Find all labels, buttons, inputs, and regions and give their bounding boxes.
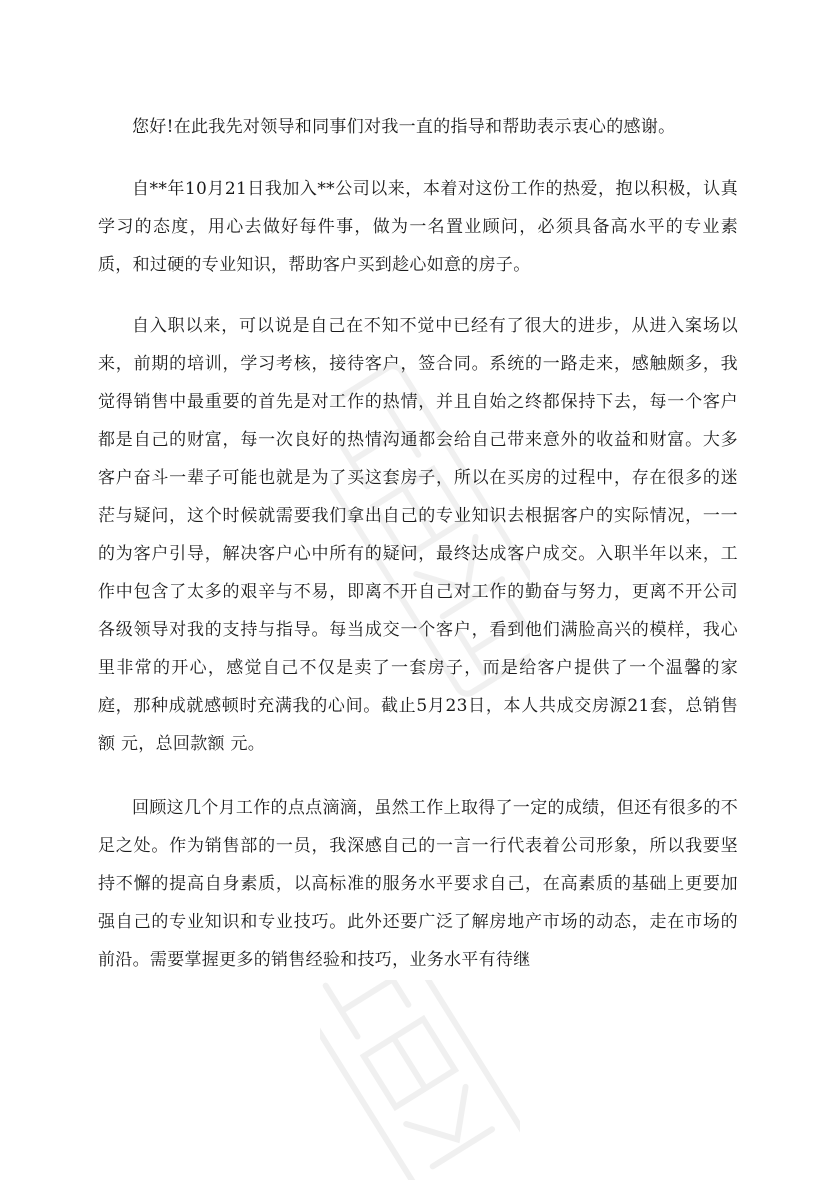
body-paragraph: 自**年10月21日我加入**公司以来，本着对这份工作的热爱，抱以积极，认真学习的态度，用心去做好每件事，做为一名置业顾问，必须具备高水平的专业素质，和过硬的专业知识，帮助客户买到趁心如意的房子。: [98, 179, 738, 275]
body-paragraph: 自入职以来，可以说是自己在不知不觉中已经有了很大的进步，从进入案场以来，前期的培训，学习考核，接待客户，签合同。系统的一路走来，感触颇多，我觉得销售中最重要的首先是对工作的热情，并且自始之终都保持下去，每一个客户都是自己的财富，每一次良好的热情沟通都会给自己带来意外的收益和财富。大多客户奋斗一辈子可能也就是为了买这套房子，所以在买房的过程中，存在很多的迷茫与疑问，这个时候就需要我们拿出自己的专业知识去根据客户的实际情况，一一的为客户引导，解决客户心中所有的疑问，最终达成客户成交。入职半年以来，工作中包含了太多的艰辛与不易，即离不开自己对工作的勤奋与努力，更离不开公司各级领导对我的支持与指导。每当成交一个客户，看到他们满脸高兴的模样，我心里非常的开心，感觉自己不仅是卖了一套房子，而是给客户提供了一个温馨的家庭，那种成就感顿时充满我的心间。截止5月23日，本人共成交房源21套，总销售额 元，总回款额 元。: [98, 316, 738, 754]
document-body: [98, 108, 738, 979]
stamp-watermark-icon: [320, 980, 520, 1180]
body-paragraph: 回顾这几个月工作的点点滴滴，虽然工作上取得了一定的成绩，但还有很多的不足之处。作为销售部的一员，我深感自己的一言一行代表着公司形象，所以我要坚持不懈的提高自身素质，以高标准的服务水平要求自己，在高素质的基础上更要加强自己的专业知识和专业技巧。此外还要广泛了解房地产市场的动态，走在市场的前沿。需要掌握更多的销售经验和技巧，业务水平有待继: [98, 798, 738, 970]
greeting-paragraph: 您好!在此我先对领导和同事们对我一直的指导和帮助表示衷心的感谢。: [132, 117, 676, 137]
